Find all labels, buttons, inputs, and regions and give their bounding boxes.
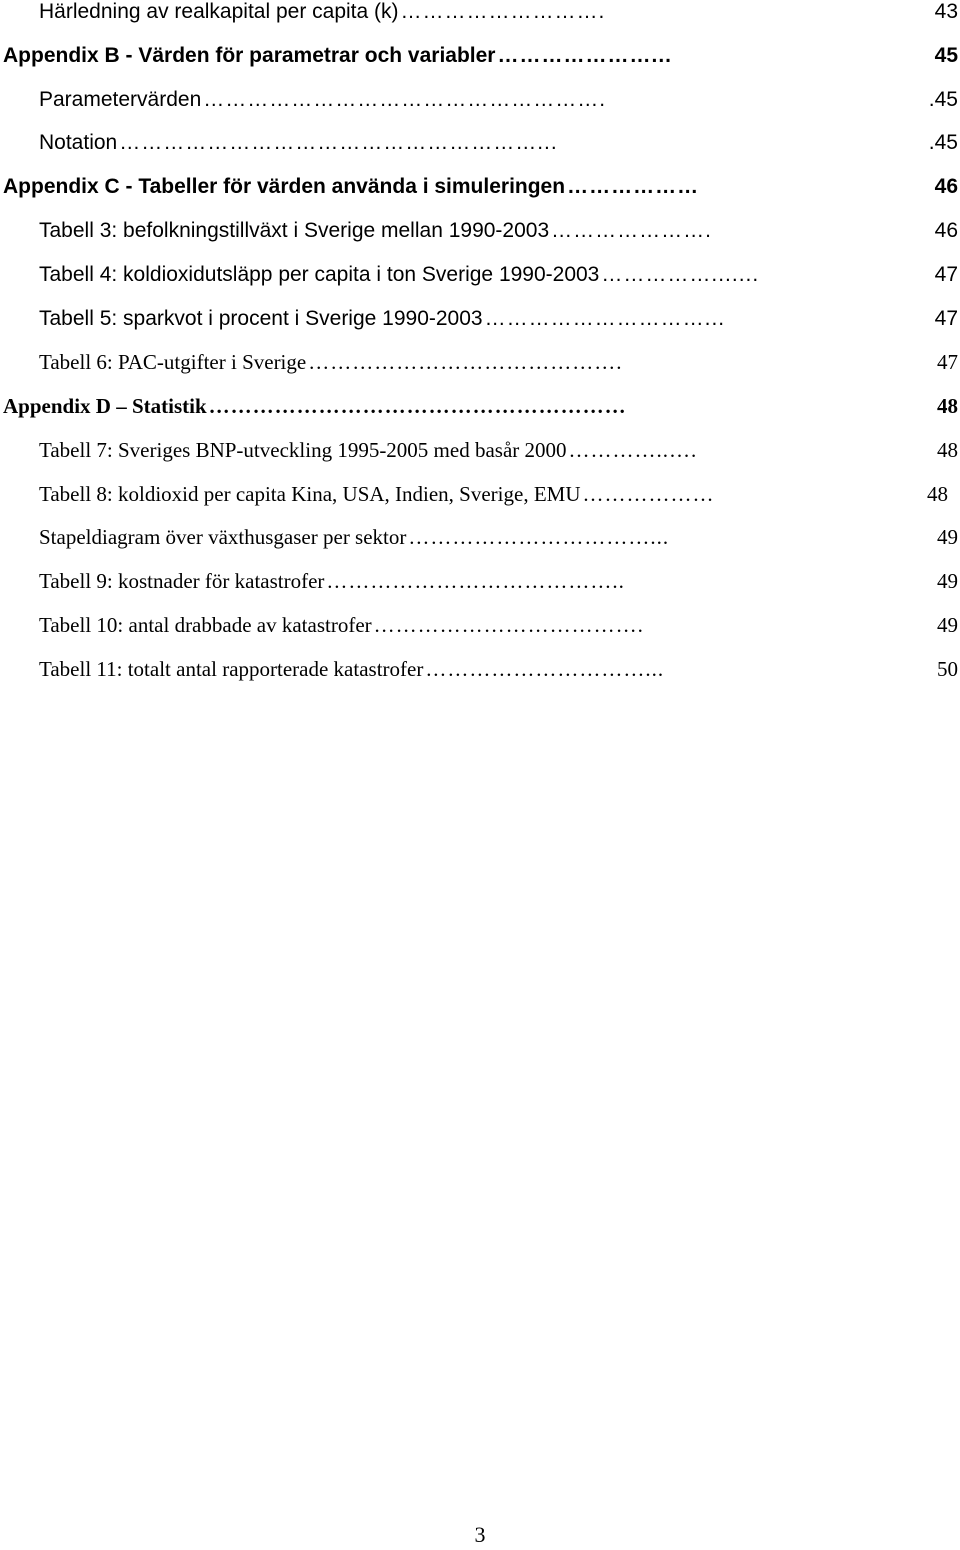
toc-leader-dots: ……………………………………. bbox=[308, 350, 623, 374]
toc-entry bbox=[39, 0, 958, 27]
toc-leader-dots: ……………....... bbox=[601, 263, 760, 286]
toc-entry-title: Stapeldiagram över växthusgaser per sektor bbox=[39, 525, 407, 549]
toc-leader-dots: ………………………………………………. bbox=[203, 88, 607, 111]
toc-entry-title: Tabell 7: Sveriges BNP-utveckling 1995-2005 med basår 2000 bbox=[39, 438, 567, 462]
toc-entry bbox=[39, 522, 958, 552]
toc-entry-page: 46 bbox=[934, 219, 958, 242]
toc-entry-page: 50 bbox=[937, 657, 958, 681]
toc-entry-page: 46 bbox=[934, 175, 958, 198]
toc-entry bbox=[39, 479, 948, 509]
toc-leader-dots: ………………………………….. bbox=[326, 569, 625, 593]
toc-entry bbox=[39, 260, 958, 290]
toc-leader-dots: …………………... bbox=[497, 44, 672, 67]
toc-entry-page: 47 bbox=[934, 263, 958, 286]
toc-entry-title: Tabell 9: kostnader för katastrofer bbox=[39, 569, 325, 593]
toc-entry bbox=[39, 128, 958, 158]
toc-entry bbox=[39, 216, 958, 246]
toc-entry-title: Parametervärden bbox=[39, 88, 202, 111]
toc-entry-title: Tabell 3: befolkningstillväxt i Sverige mellan 1990-2003 bbox=[39, 219, 550, 242]
toc-entry bbox=[39, 435, 958, 465]
toc-entry-page: .45 bbox=[928, 88, 958, 111]
toc-entry-title: Appendix D – Statistik bbox=[3, 394, 207, 418]
toc-entry bbox=[39, 85, 958, 115]
toc-entry-title: Tabell 4: koldioxidutsläpp per capita i ton Sverige 1990-2003 bbox=[39, 263, 600, 286]
toc-entry-page: 49 bbox=[937, 569, 958, 593]
toc-entry-title: Appendix B - Värden för parametrar och variabler bbox=[3, 44, 496, 67]
toc-entry-page: 48 bbox=[937, 394, 958, 418]
toc-entry-title: Tabell 6: PAC-utgifter i Sverige bbox=[39, 350, 307, 374]
toc-entry-page: 49 bbox=[937, 525, 958, 549]
toc-entry-title: Härledning av realkapital per capita (k) bbox=[39, 0, 399, 23]
toc-leader-dots: …………………. bbox=[551, 219, 712, 242]
toc-entry-page: 47 bbox=[934, 307, 958, 330]
toc-leader-dots: …………………………………………………... bbox=[119, 131, 558, 154]
toc-entry-title: Appendix C - Tabeller för värden använda i simuleringen bbox=[3, 175, 566, 198]
toc-entry-page: 49 bbox=[937, 613, 958, 637]
page-number: 3 bbox=[474, 1522, 486, 1547]
toc-leader-dots: …………………………... bbox=[484, 307, 726, 330]
toc-entry-title: Tabell 11: totalt antal rapporterade katastrofer bbox=[39, 657, 424, 681]
toc-entry-title: Tabell 8: koldioxid per capita Kina, USA, Indien, Sverige, EMU bbox=[39, 482, 581, 506]
toc-entry-title: Tabell 5: sparkvot i procent i Sverige 1990-2003 bbox=[39, 307, 483, 330]
toc-entry bbox=[39, 610, 958, 640]
toc-entry-page: 48 bbox=[937, 438, 958, 462]
toc-leader-dots: …………………………... bbox=[425, 657, 665, 681]
toc-entry bbox=[39, 304, 958, 334]
toc-entry-title: Notation bbox=[39, 131, 118, 154]
toc-entry-page: .45 bbox=[928, 131, 958, 154]
toc-entry-page: 43 bbox=[934, 0, 958, 23]
toc-leader-dots: …………..…. bbox=[568, 438, 698, 462]
toc-entry bbox=[39, 347, 958, 377]
toc-entry bbox=[3, 172, 958, 202]
toc-leader-dots: ……………… bbox=[567, 175, 700, 198]
toc-entry bbox=[39, 654, 958, 684]
toc-entry bbox=[39, 566, 958, 596]
toc-entry bbox=[3, 41, 958, 71]
toc-entry bbox=[3, 391, 958, 421]
toc-leader-dots: ………………………………………………… bbox=[208, 394, 627, 418]
toc-leader-dots: ……………… bbox=[582, 482, 715, 506]
toc-entry-page: 45 bbox=[934, 44, 958, 67]
toc-leader-dots: ……………………………... bbox=[408, 525, 670, 549]
toc-leader-dots: ………………………………. bbox=[373, 613, 644, 637]
toc-leader-dots: ………………………. bbox=[400, 0, 606, 23]
toc-entry-page: 47 bbox=[937, 350, 958, 374]
toc-entry-title: Tabell 10: antal drabbade av katastrofer bbox=[39, 613, 372, 637]
toc-entry-page: 48 bbox=[927, 482, 948, 506]
